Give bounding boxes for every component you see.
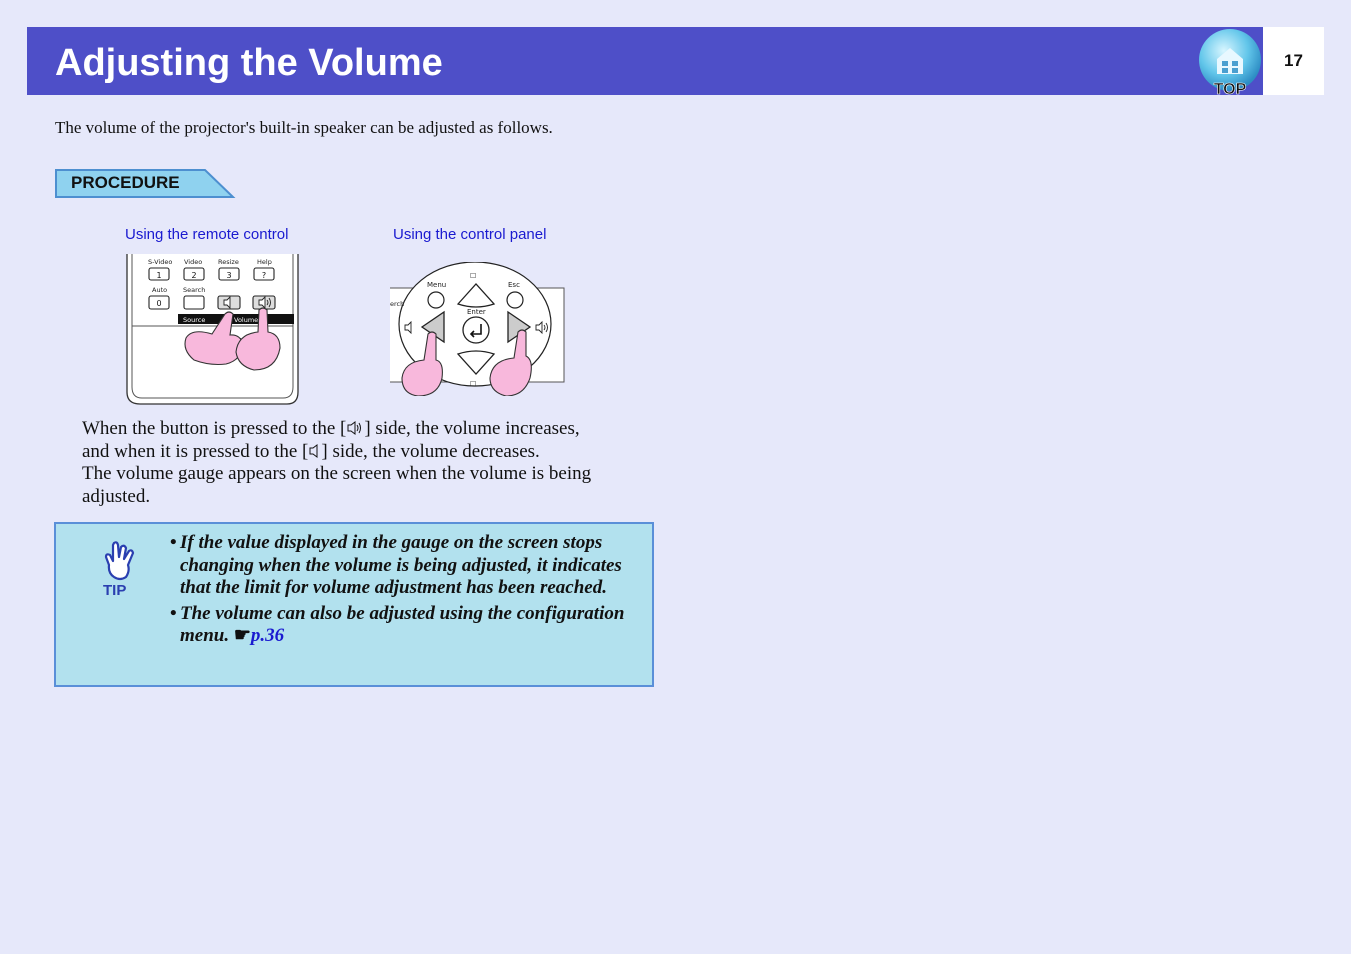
body-line1b: ] side, the volume increases, — [364, 418, 580, 439]
volume-description — [82, 418, 662, 508]
remote-control-illustration — [122, 252, 304, 408]
tip-item — [170, 532, 640, 600]
volume-up-icon — [346, 420, 364, 436]
svg-text:☐: ☐ — [470, 380, 477, 388]
svg-text:☐: ☐ — [470, 272, 477, 280]
pointing-hand-icon: ☛ — [233, 625, 251, 646]
label-volume: Volume — [234, 316, 259, 324]
caption-remote: Using the remote control — [125, 226, 289, 243]
page-link[interactable]: p.36 — [250, 625, 285, 646]
bullet: • — [170, 532, 177, 553]
remote-btn-2: 2 — [191, 271, 197, 280]
label-enter: Enter — [467, 308, 486, 316]
label-search-fragment: erch — [390, 300, 405, 308]
top-button[interactable] — [1196, 28, 1264, 96]
caption-panel: Using the control panel — [393, 226, 547, 243]
procedure-tab — [55, 169, 235, 199]
body-line2b: ] side, the volume decreases. — [321, 440, 540, 462]
body-line3: The volume gauge appears on the screen when the volume is being adjusted. — [82, 463, 592, 507]
control-panel-illustration — [388, 262, 566, 396]
tip-item-1-text: If the value displayed in the gauge on the screen stops changing when the volume is being adjusted, it indicates that the limit for volume adjustment has been reached. — [180, 532, 622, 598]
bullet: • — [170, 602, 177, 624]
page-header — [27, 27, 1263, 95]
page-number: 17 — [1263, 27, 1324, 95]
label-menu: Menu — [427, 281, 447, 289]
intro-text: The volume of the projector's built-in speaker can be adjusted as follows. — [55, 118, 553, 137]
remote-btn-3: 3 — [226, 271, 232, 280]
label-resize: Resize — [218, 258, 239, 266]
label-svideo: S-Video — [148, 258, 173, 266]
top-label: TOP — [1213, 81, 1247, 96]
tip-box — [54, 522, 654, 687]
label-search: Search — [183, 286, 206, 294]
remote-btn-help: ? — [261, 271, 267, 280]
procedure-label: PROCEDURE — [71, 173, 180, 192]
volume-down-icon — [308, 443, 321, 459]
label-help: Help — [257, 258, 272, 266]
tip-hand-icon — [102, 539, 138, 581]
tip-item — [170, 603, 640, 648]
remote-btn-1: 1 — [156, 271, 162, 280]
label-auto: Auto — [152, 286, 168, 294]
remote-btn-0: 0 — [156, 299, 162, 308]
tip-label: TIP — [103, 582, 127, 599]
page-title: Adjusting the Volume — [55, 42, 443, 84]
tip-item-2-text: The volume can also be adjusted using the configuration menu. — [180, 602, 625, 646]
body-line2a: and when it is pressed to the [ — [82, 440, 309, 462]
label-source: Source — [183, 316, 206, 324]
tip-list — [170, 532, 640, 651]
body-line1a: When the button is pressed to the [ — [82, 418, 347, 439]
label-video: Video — [184, 258, 203, 266]
label-esc: Esc — [508, 281, 520, 289]
